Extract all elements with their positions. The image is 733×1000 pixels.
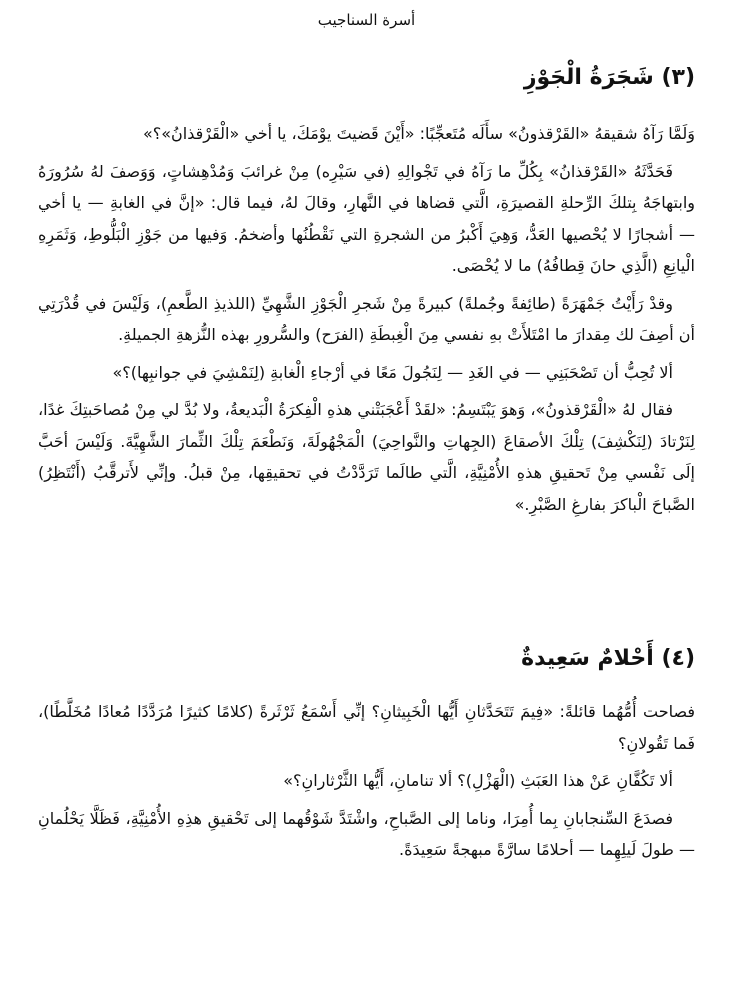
section-3-body: [38, 118, 695, 526]
running-header: أسرة السناجيب: [317, 11, 416, 29]
paragraph: وَلَمَّا رَآهُ شقيقهُ «القَرْقذونُ» سأَلَه مُتَعجِّبًا: «أَيْنَ قَضيتَ يوْمَكَ، يا أخي «الْقَرْقذانُ»؟»: [142, 124, 695, 143]
section-3-title: (٣) شَجَرَةُ الْجَوْزِ: [523, 65, 695, 90]
paragraph: فصدَعَ السِّنجابانِ بِما أُمِرَا، وناما إلى الصَّباحِ، واشْتَدَّ شَوْقُهما إلى تَحْقيقِ هذِهِ الأُمْنِيَّةِ، فَظَلَّا يَحْلُمانِ — طولَ لَيلِهِما — أحلامًا سارَّةً مبهجةً سَعِيدَةً.: [38, 808, 695, 859]
section-4-title: (٤) أَحْلامٌ سَعِيدةٌ: [521, 646, 695, 671]
paragraph: فصاحت أُمُّهُما قائلةً: «فِيمَ تَتَحَدَّثانِ أَيُّها الْخَبِيثانِ؟ إنِّي أَسْمَعُ ثَرْثَرةً (كلامًا كثيرًا مُرَدَّدًا مُعادًا مُخَلَّطًا)، فَما تَقُولانِ؟: [38, 702, 695, 753]
paragraph: وقدْ رَأَيْتُ جَمْهَرَةً (طائِفةً وجُملةً) كبيرةً مِنْ شَجرِ الْجَوْزِ الشَّهِيِّ (اللذيذِ الطَّعمِ)، وَلَيْسَ في قُدْرَتِي أن أصِفَ لك مِقدارَ ما امْتَلأَتْ بهِ نفسي مِنَ الْغِبطَةِ (الفرَح) والسُّرورِ بهذه النُّزهةِ الجميلةِ.: [38, 293, 695, 344]
book-page: [38, 0, 695, 1000]
paragraph: فَحَدَّثَهُ «القَرْقذانُ» بِكُلِّ ما رَآهُ في تَجْوالِهِ (في سَيْرِه) مِنْ غرائبَ وَمُدْهِشاتٍ، وَوَصفَ لهُ سُرُورَهُ وابتهاجَهُ بِتلكَ الرِّحلةِ القصيرَةِ، الَّتي قضاها في النَّهارِ، وقالَ لهُ، فيما قال: «إنَّ في الغابةِ — يا أخي — أشجارًا لا يُحْصيها العَدُّ، وَهِيَ أَكْبرُ من الشجرةِ التي نَقْطُنُها وأضخمُ. وَفيها من جَوْزِ الْبَلُّوطِ، وَثَمَرِهِ الْيانِعِ (الَّذِي حانَ قِطافُهُ) ما لا يُحْصَى.: [38, 161, 695, 275]
paragraph: ألا تَكُفَّانِ عَنْ هذا العَبَثِ (الْهَزْلِ)؟ ألا تنامانِ، أَيُّها الثَّرْثارانِ؟»: [283, 771, 673, 790]
paragraph: ألا تُحِبُّ أن تَصْحَبَنِي — في الغَدِ — لِنَجُولَ مَعًا في أرْجاءِ الْغابةِ (لِنَمْشِيَ في جوانبِها)؟»: [112, 362, 673, 382]
paragraph: فقال لهُ «الْقَرْقذونُ»، وَهوَ يَبْتَسِمُ: «لقَدْ أَعْجَبَتْني هذهِ الْفِكرَةُ الْبَديعةُ، ولا بُدَّ لي مِنْ مُصاحَبتِكَ غدًا، لِنَرْتادَ (لِنَكْشِفَ) تِلْكَ الأصقاعَ (الجِهاتِ والنَّواحِيَ) الْمَجْهُولَةَ، وَنَطْعَمَ تِلْكَ الثِّمارَ الشَّهِيَّةَ. وَلَيْسَ أحَبَّ إلَى نَفْسي مِنْ تَحقيقِ هذهِ الأُمْنِيَّةِ، الَّتي طالَما تَرَدَّدْتُ في تحقيقِها، مِنْ قبلُ. وإنِّي لأَترقَّبُ (أَنْتَظِرُ) الصَّباحَ الْباكرَ بفارغِ الصَّبْرِ.»: [38, 400, 695, 514]
section-4-body: [38, 696, 695, 872]
